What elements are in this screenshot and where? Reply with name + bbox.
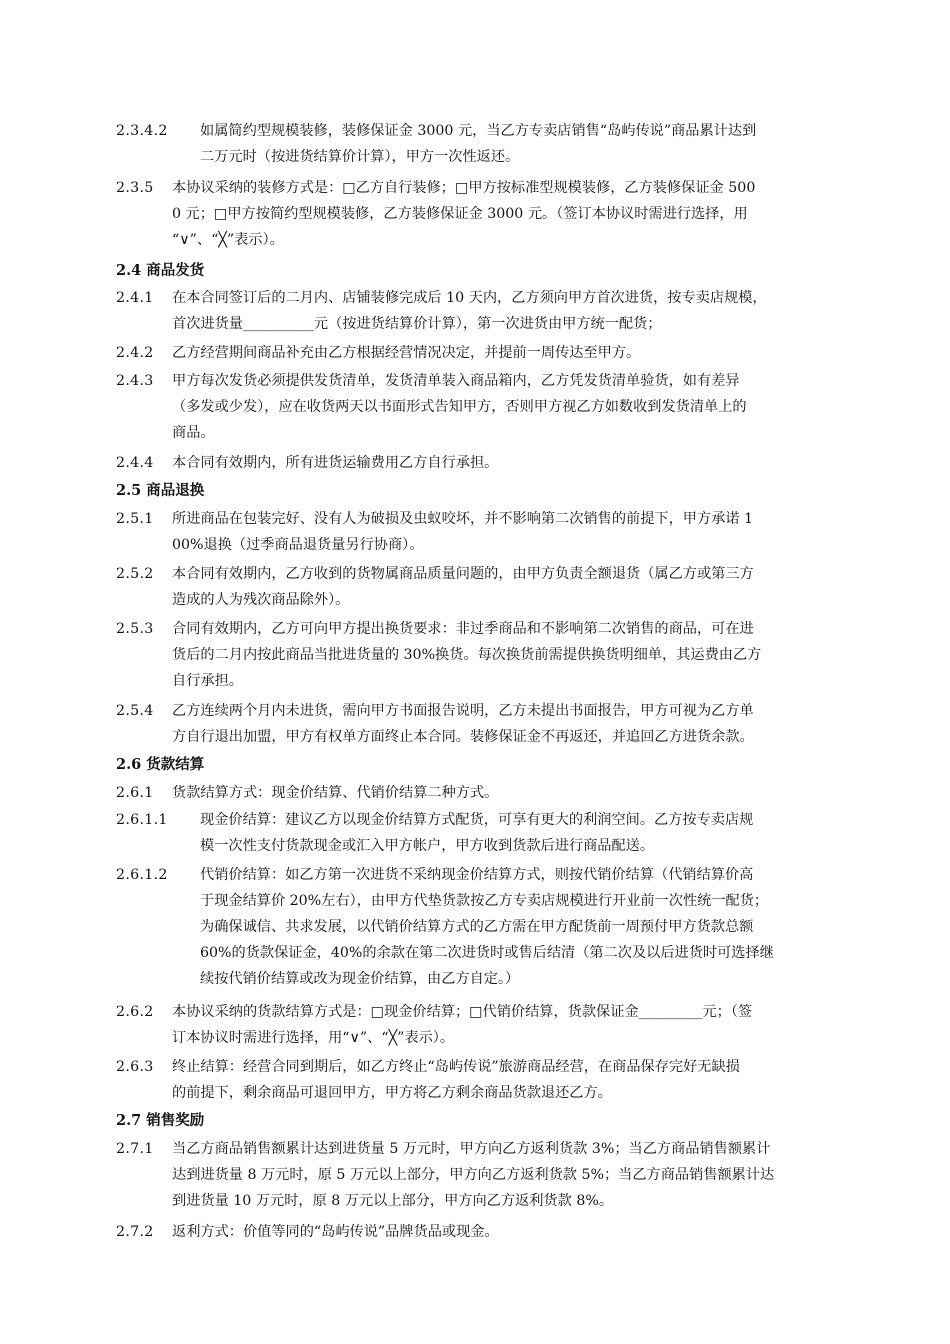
clause-text-line: 方自行退出加盟，甲方有权单方面终止本合同。装修保证金不再返还，并追回乙方进货余款。	[172, 729, 754, 745]
clause-text-line: 终止结算：经营合同到期后，如乙方终止“岛屿传说”旅游商品经营，在商品保存完好无缺损	[172, 1059, 740, 1075]
clause-text-line: 续按代销价结算或改为现金价结算，由乙方自定。）	[200, 971, 520, 987]
clause-text-line: 到进货量 10 万元时，原 8 万元以上部分，甲方向乙方返利货款 8%。	[172, 1193, 614, 1209]
clause-text-line: 当乙方商品销售额累计达到进货量 5 万元时，甲方向乙方返利货款 3%；当乙方商品销售额累计	[172, 1141, 771, 1157]
clause-text-line: 的前提下，剩余商品可退回甲方，甲方将乙方剩余商品货款退还乙方。	[172, 1085, 612, 1101]
clause-text	[172, 340, 862, 366]
section-heading: 2.4 商品发货	[116, 262, 205, 279]
clause-item	[116, 285, 862, 337]
clause-text-line: （多发或少发），应在收货两天以书面形式告知甲方，否则甲方视乙方如数收到发货清单上的	[172, 399, 747, 415]
clause-text-line: 所进商品在包装完好、没有人为破损及虫蚁咬坏，并不影响第二次销售的前提下，甲方承诺 1	[172, 511, 754, 527]
clause-text-line: 首次进货量__________元（按进货结算价计算），第一次进货由甲方统一配货；	[172, 316, 662, 332]
clause-text-line: 合同有效期内，乙方可向甲方提出换货要求：非过季商品和不影响第二次销售的商品，可在进	[172, 621, 754, 637]
clause-text-line: 如属简约型规模装修，装修保证金 3000 元，当乙方专卖店销售“岛屿传说”商品累计达到	[200, 123, 757, 139]
clause-number: 2.5.2	[116, 566, 154, 582]
clause-text	[172, 1054, 862, 1106]
clause-text-line: 订本协议时需进行选择，用“∨”、“╳”表示）。	[172, 1030, 455, 1046]
clause-text	[172, 561, 862, 613]
clause-item	[116, 1136, 862, 1214]
clause-text-line: 本协议采纳的装修方式是：□乙方自行装修；□甲方按标准型规模装修，乙方装修保证金 500	[172, 180, 756, 196]
clause-number: 2.5.3	[116, 621, 154, 637]
clause-text-line: 0 元；□甲方按简约型规模装修，乙方装修保证金 3000 元。（签订本协议时需进行选择，用	[172, 206, 748, 222]
clause-number: 2.4.3	[116, 373, 154, 389]
clause-text-line: 乙方连续两个月内未进货，需向甲方书面报告说明，乙方未提出书面报告，甲方可视为乙方单	[172, 703, 754, 719]
clause-text-line: 造成的人为残次商品除外）。	[172, 592, 350, 608]
clause-number: 2.6.1.2	[116, 867, 168, 883]
clause-number: 2.4.2	[116, 345, 154, 361]
clause-text	[172, 285, 862, 337]
clause-item	[116, 118, 868, 170]
clause-item	[116, 1054, 862, 1106]
clause-item	[116, 450, 862, 476]
clause-text-line: 返利方式：价值等同的“岛屿传说”品牌货品或现金。	[172, 1224, 499, 1240]
clause-number: 2.6.1.1	[116, 812, 168, 828]
clause-text-line: 自行承担。	[172, 673, 243, 689]
section-heading: 2.7 销售奖励	[116, 1112, 205, 1129]
clause-item	[116, 616, 862, 694]
clause-text	[172, 368, 862, 446]
clause-text	[172, 175, 862, 253]
clause-number: 2.5.4	[116, 703, 154, 719]
clause-number: 2.6.2	[116, 1004, 154, 1020]
clause-text-line: “∨”、“╳”表示）。	[172, 232, 284, 248]
clause-item	[116, 1219, 862, 1245]
clause-text	[172, 450, 862, 476]
section-heading: 2.6 货款结算	[116, 756, 205, 773]
clause-text-line: 本协议采纳的货款结算方式是：□现金价结算；□代销价结算，货款保证金_________元；（签	[172, 1004, 753, 1020]
clause-text-line: 本合同有效期内，所有进货运输费用乙方自行承担。	[172, 455, 499, 471]
clause-number: 2.4.1	[116, 290, 154, 306]
clause-text	[172, 1219, 862, 1245]
clause-text	[172, 698, 862, 750]
clause-number: 2.7.2	[116, 1224, 154, 1240]
clause-text-line: 甲方每次发货必须提供发货清单，发货清单装入商品箱内，乙方凭发货清单验货，如有差异	[172, 373, 740, 389]
clause-number: 2.3.5	[116, 180, 154, 196]
clause-text-line: 在本合同签订后的二月内、店铺装修完成后 10 天内，乙方须向甲方首次进货，按专卖店规模，	[172, 290, 767, 306]
clause-text-line: 现金价结算：建议乙方以现金价结算方式配货，可享有更大的利润空间。乙方按专卖店规	[200, 812, 754, 828]
clause-item	[116, 999, 862, 1051]
clause-text-line: 达到进货量 8 万元时，原 5 万元以上部分，甲方向乙方返利货款 5%；当乙方商品销售额累计达	[172, 1167, 775, 1183]
clause-text	[172, 999, 862, 1051]
clause-text	[172, 780, 862, 806]
clause-text	[172, 506, 862, 558]
clause-text	[200, 118, 868, 170]
clause-item	[116, 780, 862, 806]
section-heading: 2.5 商品退换	[116, 482, 205, 499]
clause-number: 2.5.1	[116, 511, 154, 527]
clause-text-line: 代销价结算：如乙方第一次进货不采纳现金价结算方式，则按代销价结算（代销结算价高	[200, 867, 754, 883]
clause-item	[116, 862, 868, 992]
clause-item	[116, 175, 862, 253]
clause-item	[116, 561, 862, 613]
clause-number: 2.3.4.2	[116, 123, 168, 139]
clause-text	[200, 807, 868, 859]
clause-text-line: 为确保诚信、共求发展，以代销价结算方式的乙方需在甲方配货前一周预付甲方货款总额	[200, 919, 754, 935]
clause-text-line: 00%退换（过季商品退货量另行协商）。	[172, 537, 424, 553]
clause-number: 2.4.4	[116, 455, 154, 471]
clause-text	[200, 862, 868, 992]
clause-item	[116, 698, 862, 750]
clause-text-line: 乙方经营期间商品补充由乙方根据经营情况决定，并提前一周传达至甲方。	[172, 345, 641, 361]
clause-text-line: 货款结算方式：现金价结算、代销价结算二种方式。	[172, 785, 499, 801]
clause-text	[172, 1136, 862, 1214]
clause-number: 2.6.1	[116, 785, 154, 801]
clause-text-line: 于现金结算价 20%左右），由甲方代垫货款按乙方专卖店规模进行开业前一次性统一配货；	[200, 893, 769, 909]
clause-text-line: 二万元时（按进货结算价计算），甲方一次性返还。	[200, 149, 520, 165]
clause-item	[116, 340, 862, 366]
clause-text-line: 商品。	[172, 425, 215, 441]
clause-item	[116, 807, 868, 859]
clause-number: 2.6.3	[116, 1059, 154, 1075]
clause-number: 2.7.1	[116, 1141, 154, 1157]
clause-text	[172, 616, 862, 694]
clause-text-line: 本合同有效期内，乙方收到的货物属商品质量问题的，由甲方负责全额退货（属乙方或第三方	[172, 566, 754, 582]
clause-item	[116, 506, 862, 558]
clause-text-line: 模一次性支付货款现金或汇入甲方帐户，甲方收到货款后进行商品配送。	[200, 838, 655, 854]
clause-text-line: 货后的二月内按此商品当批进货量的 30%换货。每次换货前需提供换货明细单，其运费由乙方	[172, 647, 762, 663]
clause-text-line: 60%的货款保证金，40%的余款在第二次进货时或售后结清（第二次及以后进货时可选择继	[200, 945, 774, 961]
clause-item	[116, 368, 862, 446]
